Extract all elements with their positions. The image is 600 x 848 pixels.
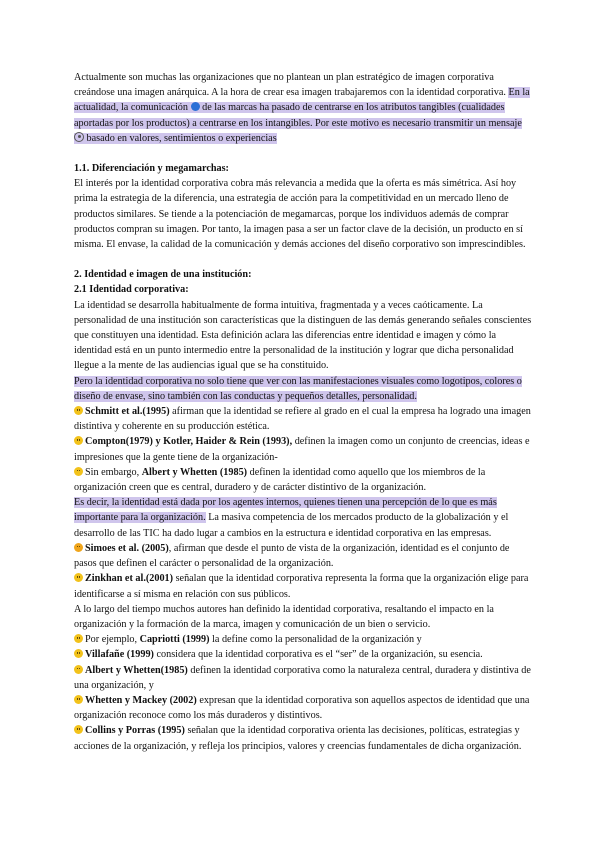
intro-paragraph: Actualmente son muchas las organizaciones que no plantean un plan estratégico de imagen corporativa creándose una imagen anárquica. A la hora de crear esa imagen trabajaremos con la identidad corporativa. En la actualidad, la comunicación de las marcas ha pasado de centrarse en los atributos tangibles (cualidades aportadas por los productos) a centrarse en los intangibles. Por este motivo es necesario transmitir un mensaje basado en valores, sentimientos o experiencias xyxy=(74,72,530,144)
paragraph-es-decir: Es decir, la identidad está dada por los agentes internos, quienes tienen una percepción de lo que es más importante para la organización. La masiva competencia de los mercados producto de la globalización y el desarrollo de las TIC ha dado lugar a cambios en la estructura e identidad corporativa en las empresas. xyxy=(74,497,509,539)
message-icon xyxy=(74,132,84,142)
section-heading-2: 2. Identidad e imagen de una institución: xyxy=(74,269,252,281)
smiling-face-icon xyxy=(74,406,83,415)
slight-smile-face-icon xyxy=(74,634,83,643)
citation-compton: Compton(1979) y Kotler, Haider & Rein (1993), definen la imagen como un conjunto de creencias, ideas e impresiones que la gente tiene de la organización- xyxy=(74,436,530,463)
citation-zinkhan: Zinkhan et al.(2001) señalan que la identidad corporativa representa la forma que la organización elige para identificarse a sí misma en relación con sus públicos. xyxy=(74,573,529,600)
speech-bubble-icon xyxy=(191,102,200,111)
section-heading-1-1: 1.1. Diferenciación y megamarchas: xyxy=(74,163,229,175)
citation-albert-whetten-2: Albert y Whetten(1985) definen la identidad corporativa como la naturaleza central, duradera y distintiva de una organización, y xyxy=(74,664,531,691)
citation-albert-whetten: Sin embargo, Albert y Whetten (1985) definen la identidad como aquello que los miembros de la organización creen que es central, duradero y de carácter distintivo de la organización. xyxy=(74,466,486,494)
section-subheading-2-1: 2.1 Identidad corporativa: xyxy=(74,284,189,296)
citation-collins-porras: Collins y Porras (1995) señalan que la identidad corporativa orienta las decisiones, políticas, estrategias y acciones de la organización, y refleja los principios, valores y creencias fundamentales de dicha organización. xyxy=(74,725,522,752)
section-1-1-body: El interés por la identidad corporativa cobra más relevancia a medida que la oferta es más simétrica. Así hoy prima la estrategia de la diferencia, una estrategia de acción para la competitividad en un mercado lleno de productos similares. Se tiende a la potenciación de megamarcas, porque los individuos además de comprar productos compran su imagen. Por tanto, la imagen pasa a ser un factor clave de la decisión, un producto en sí misma. El envase, la calidad de la comunicación y demás acciones del diseño corporativo son imprescindibles. xyxy=(74,178,526,251)
paragraph-lo-largo: A lo largo del tiempo muchos autores han definido la identidad corporativa, resaltando el impacto en la organización y la formación de la marca, imagen y comunicación de un bien o servicio. xyxy=(74,603,494,630)
paragraph: La identidad se desarrolla habitualmente de forma intuitiva, fragmentada y a veces caóticamente. La personalidad de una institución son características que la distinguen de las demás generando señales conscientes que constituyen una identidad. Esta definición aclara las diferencias entre identidad e imagen y cómo la identidad está en un punto intermedio entre la personalidad de la institución y lograr que dicha personalidad llegue a la mente de las audiencias igual que se ha constituido. xyxy=(74,299,532,372)
cool-face-icon xyxy=(74,725,83,734)
thinking-face-icon xyxy=(74,665,83,674)
document-body xyxy=(74,70,532,754)
smiling-hearts-face-icon xyxy=(74,543,83,552)
neutral-smile-face-icon xyxy=(74,695,83,704)
grinning-face-icon xyxy=(74,436,83,445)
blush-face-icon xyxy=(74,649,83,658)
citation-simoes: Simoes et al. (2005), afirman que desde el punto de vista de la organización, identidad es el conjunto de pasos que definen el carácter o personalidad de la organización. xyxy=(74,542,510,570)
citation-villafane: Villafañe (1999) considera que la identidad corporativa es el “ser” de la organización, su esencia. xyxy=(74,647,532,662)
citation-capriotti: Por ejemplo, Capriotti (1999) la define como la personalidad de la organización y xyxy=(74,632,532,647)
citation-whetten-mackey: Whetten y Mackey (2002) expresan que la identidad corporativa son aquellos aspectos de identidad que una organización reconoce como los más duraderos y distintivos. xyxy=(74,694,530,722)
highlighted-text: En la actualidad, la comunicación de las marcas ha pasado de centrarse en los atributos tangibles (cualidades aportadas por los productos) a centrarse en los intangibles. Por este motivo es necesario transmitir un mensaje basado en valores, sentimientos o experiencias xyxy=(74,87,530,144)
citation-schmitt: Schmitt et al.(1995) afirman que la identidad se refiere al grado en el cual la empresa ha logrado una imagen distintiva y coherente en su producción estética. xyxy=(74,406,531,433)
happy-face-icon xyxy=(74,467,83,476)
highlighted-paragraph: Pero la identidad corporativa no solo tiene que ver con las manifestaciones visuales como logotipos, colores o diseño de envase, sino también con las conductas y pequeños detalles, personalidad. xyxy=(74,375,522,402)
relieved-face-icon xyxy=(74,573,83,582)
